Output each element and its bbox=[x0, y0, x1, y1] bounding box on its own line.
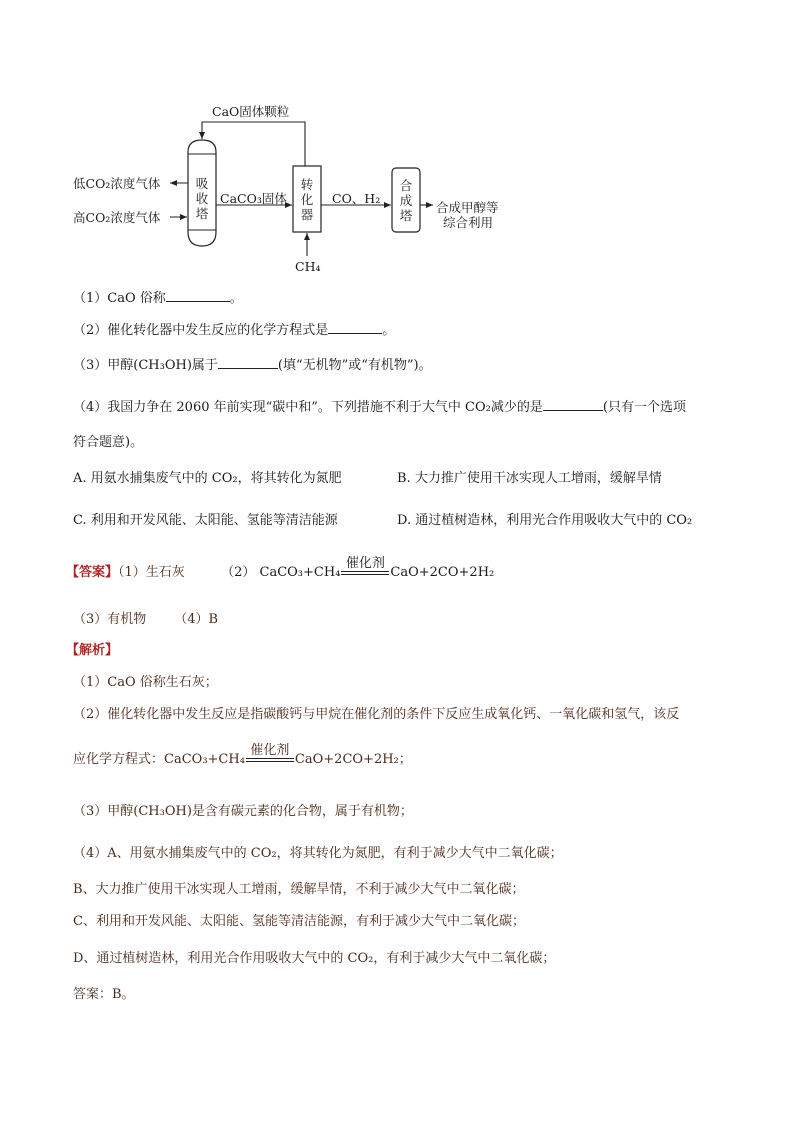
output-label-1: 合成甲醇等 bbox=[436, 200, 499, 215]
low-gas-label: 低CO₂浓度气体 bbox=[73, 176, 161, 191]
option-d: D. 通过植树造林，利用光合作用吸收大气中的 CO₂ bbox=[397, 513, 693, 528]
analysis-line-3: 应化学方程式：CaCO₃+CH₄ 催化剂 CaO+2CO+2H₂； bbox=[73, 743, 412, 767]
answer-line-2: （3）有机物 （4）B bbox=[73, 612, 219, 627]
answer-blank bbox=[543, 398, 603, 411]
answer-tag: 【答案】 bbox=[66, 565, 119, 580]
answer-blank bbox=[328, 321, 382, 334]
analysis-line-2: （2）催化转化器中发生反应是指碳酸钙与甲烷在催化剂的条件下反应生成氧化钙、一氧化碳和氢气，该反 bbox=[73, 707, 680, 722]
analysis-line-9: 答案：B。 bbox=[73, 987, 135, 1002]
process-diagram bbox=[0, 0, 794, 290]
catalyst-label: 催化剂 bbox=[345, 556, 385, 571]
answer-blank bbox=[218, 356, 278, 369]
question-4-line2: 符合题意)。 bbox=[73, 435, 144, 450]
synthesis-label: 合 成 塔 bbox=[399, 178, 413, 223]
coh2-label: CO、H₂ bbox=[332, 191, 381, 206]
option-c: C. 利用和开发风能、太阳能、氢能等清洁能源 bbox=[73, 513, 338, 528]
question-4-line1: （4）我国力争在 2060 年前实现“碳中和”。下列措施不利于大气中 CO₂减少的是 (只有一个选项 bbox=[73, 400, 686, 415]
question-1: （1）CaO 俗称 。 bbox=[73, 291, 243, 306]
answer-blank bbox=[166, 289, 230, 302]
caco3-label: CaCO₃固体 bbox=[220, 191, 287, 206]
question-3: （3）甲醇(CH₃OH)属于 (填“无机物”或“有机物”)。 bbox=[73, 358, 432, 373]
absorber-label: 吸 收 塔 bbox=[195, 176, 209, 221]
analysis-line-5: （4）A、用氨水捕集废气中的 CO₂，将其转化为氮肥，有利于减少大气中二氧化碳； bbox=[73, 846, 563, 861]
ch4-label: CH₄ bbox=[295, 259, 321, 274]
option-a: A. 用氨水捕集废气中的 CO₂，将其转化为氮肥 bbox=[73, 471, 342, 486]
option-b: B. 大力推广使用干冰实现人工增雨，缓解旱情 bbox=[397, 471, 662, 486]
converter-label: 转 化 器 bbox=[300, 177, 314, 222]
output-label-2: 综合利用 bbox=[443, 215, 494, 230]
analysis-tag: 【解析】 bbox=[66, 643, 119, 658]
question-2: （2）催化转化器中发生反应的化学方程式是 。 bbox=[73, 323, 396, 338]
analysis-line-8: D、通过植树造林，利用光合作用吸收大气中的 CO₂，有利于减少大气中二氧化碳； bbox=[73, 951, 556, 966]
high-gas-label: 高CO₂浓度气体 bbox=[73, 210, 161, 225]
analysis-line-7: C、利用和开发风能、太阳能、氢能等清洁能源，有利于减少大气中二氧化碳； bbox=[73, 914, 525, 929]
cao-return-line bbox=[202, 122, 305, 166]
analysis-line-1: （1）CaO 俗称生石灰； bbox=[73, 675, 218, 690]
catalyst-label: 催化剂 bbox=[250, 743, 290, 758]
answer-line-1: 【答案】（1）生石灰 （2） CaCO₃+CH₄ 催化剂 CaO+2CO+2H₂ bbox=[66, 556, 495, 580]
analysis-line-6: B、大力推广使用干冰实现人工增雨，缓解旱情，不利于减少大气中二氧化碳； bbox=[73, 882, 525, 897]
cao-return-label: CaO固体颗粒 bbox=[212, 104, 290, 119]
analysis-line-4: （3）甲醇(CH₃OH)是含有碳元素的化合物，属于有机物； bbox=[73, 804, 413, 819]
